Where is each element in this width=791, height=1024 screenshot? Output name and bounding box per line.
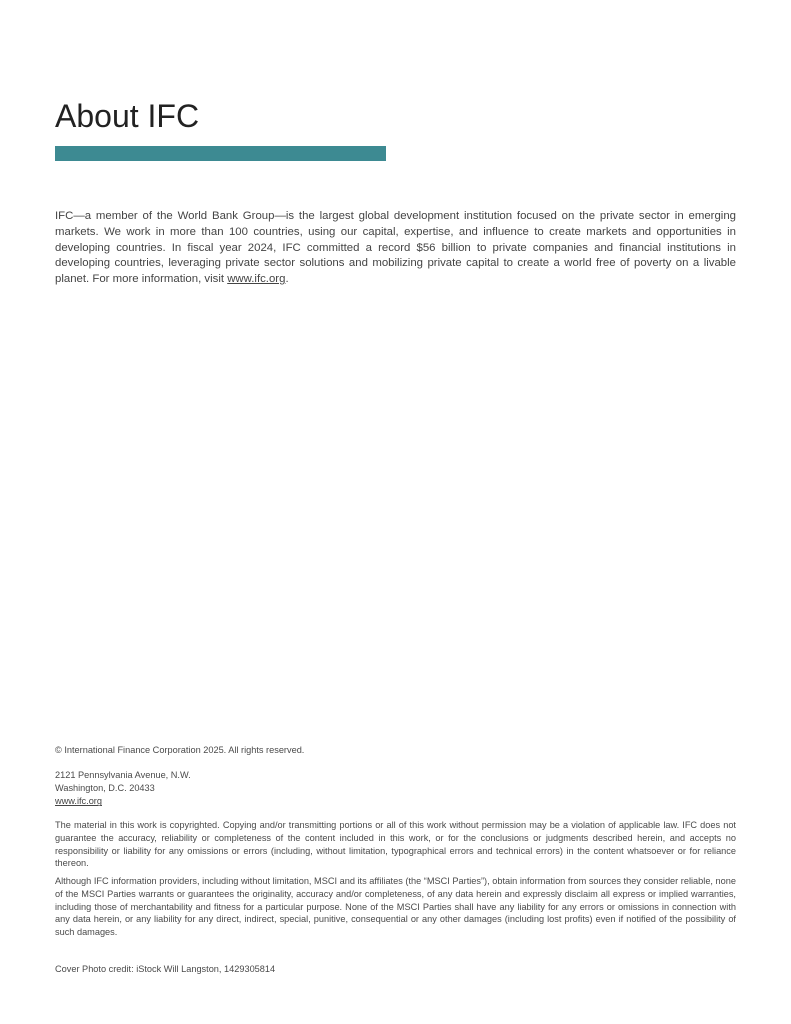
about-text: IFC—a member of the World Bank Group—is the largest global development institution focused on the private sector in emerging markets. We work in more than 100 countries, using our capital, expertise, and influence to create markets and opportunities in developing countries. In fiscal year 2024, IFC committed a record $56 billion to private companies and financial institutions in developing countries, leveraging private sector solutions and mobilizing private capital to create a world free of poverty on a livable planet. For more information, visit [55,210,736,286]
about-paragraph [55,209,736,288]
address-city: Washington, D.C. 20433 [55,783,155,794]
photo-credit: Cover Photo credit: iStock Will Langston, 1429305814 [55,964,276,974]
about-text-end: . [285,273,289,286]
copyright-notice: © International Finance Corporation 2025. All rights reserved. [55,745,305,755]
address-block [55,769,736,809]
title-accent-bar [55,146,386,161]
ifc-website-link[interactable]: www.ifc.org [227,273,286,286]
page-title: About IFC [55,98,200,134]
footer-website-link[interactable]: www.ifc.org [55,796,102,807]
address-street: 2121 Pennsylvania Avenue, N.W. [55,770,191,780]
copyright-disclaimer: The material in this work is copyrighted. Copying and/or transmitting portions or all of this work without permission may be a violation of applicable law. IFC does not guarantee the accuracy, reliability or completeness of the content included in this work, or for the conclusions or judgments described herein, and accepts no responsibility or liability for any omissions or errors (including, without limitation, typographical errors and technical errors) in the content whatsoever or for reliance thereon. [55,820,736,869]
msci-disclaimer: Although IFC information providers, including without limitation, MSCI and its affiliates (the “MSCI Parties”), obtain information from sources they consider reliable, none of the MSCI Parties warrants or guarantees the originality, accuracy and/or completeness, of any data herein and expressly disclaim all express or implied warranties, including those of merchantability and fitness for a particular purpose. None of the MSCI Parties shall have any liability for any errors or omissions in connection with any data herein, or any liability for any direct, indirect, special, punitive, consequential or any other damages (including lost profits) even if notified of the possibility of such damages. [55,876,736,938]
